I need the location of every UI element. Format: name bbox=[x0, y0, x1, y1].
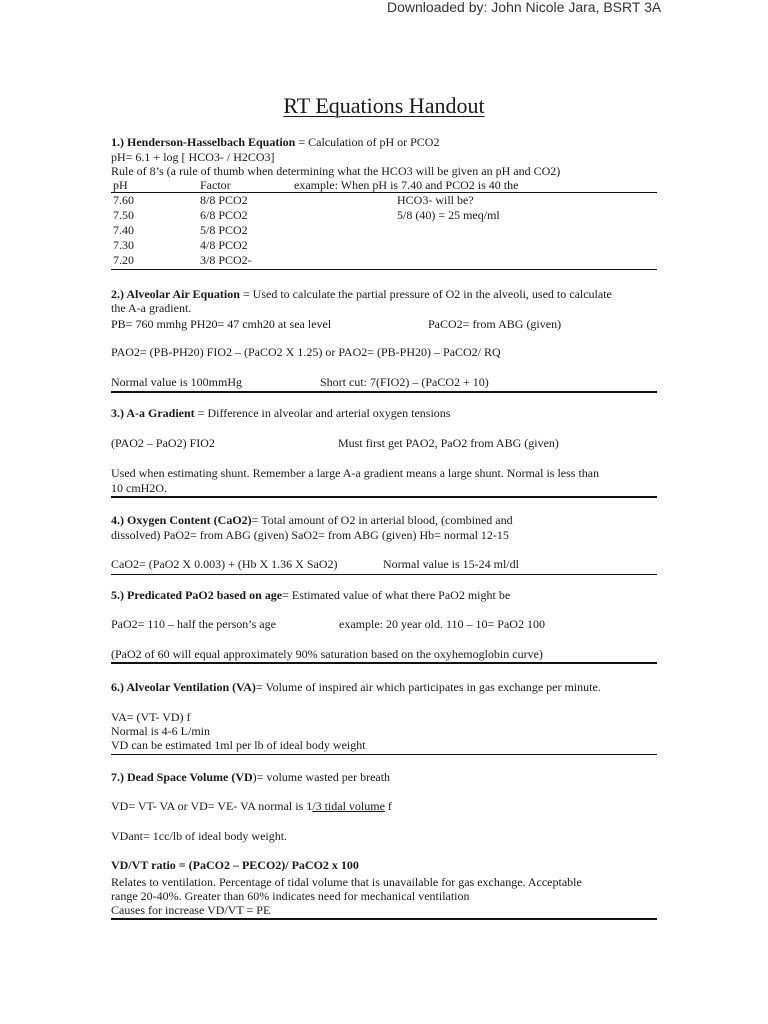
a-a-note: Must first get PAO2, PaO2 from ABG (given) bbox=[338, 436, 559, 450]
table-row-ph: 7.50 bbox=[113, 208, 134, 222]
vd-vt-causes: Causes for increase VD/VT = PE bbox=[111, 903, 271, 917]
pb-line: PB= 760 mmhg PH20= 47 cmh20 at sea level bbox=[111, 317, 332, 331]
table-row-ph: 7.30 bbox=[113, 238, 134, 252]
shunt-note-cont: 10 cmH2O. bbox=[111, 481, 167, 495]
vd-vt-desc: Relates to ventilation. Percentage of tidal volume that is unavailable for gas exchange. Acceptable bbox=[111, 875, 582, 889]
section-divider bbox=[111, 918, 657, 920]
cao2-formula: CaO2= (PaO2 X 0.003) + (Hb X 1.36 X SaO2) bbox=[111, 557, 338, 571]
section-2-heading: 2.) Alveolar Air Equation = Used to calculate the partial pressure of O2 in the alveoli, used to calculate bbox=[111, 287, 612, 301]
section-7-heading: 7.) Dead Space Volume (VD)= volume wasted per breath bbox=[111, 770, 391, 784]
section-divider bbox=[111, 574, 657, 575]
va-normal: Normal is 4-6 L/min bbox=[111, 724, 210, 738]
section-divider bbox=[111, 662, 657, 664]
shortcut-formula: Short cut: 7(FIO2) – (PaCO2 + 10) bbox=[320, 375, 489, 389]
vdant-line: VDant= 1cc/lb of ideal body weight. bbox=[111, 829, 288, 843]
table-row-factor: 6/8 PCO2 bbox=[200, 208, 248, 222]
vd-formula: VD= VT- VA or VD= VE- VA normal is 1/3 tidal volume f bbox=[111, 799, 392, 813]
section-divider bbox=[111, 754, 657, 755]
table-row-ph: 7.20 bbox=[113, 253, 134, 267]
section-2-desc: the A-a gradient. bbox=[111, 301, 192, 315]
cao2-normal: Normal value is 15-24 ml/dl bbox=[383, 557, 519, 571]
section-1-heading: 1.) Henderson-Hasselbach Equation = Calculation of pH or PCO2 bbox=[111, 135, 440, 149]
paco2-note: PaCO2= from ABG (given) bbox=[428, 317, 562, 331]
pao2-age-formula: PaO2= 110 – half the person’s age bbox=[111, 617, 276, 631]
vd-estimate: VD can be estimated 1ml per lb of ideal body weight bbox=[111, 738, 366, 752]
section-3-heading: 3.) A-a Gradient = Difference in alveolar and arterial oxygen tensions bbox=[111, 406, 451, 420]
pao2-formula: PAO2= (PB-PH20) FIO2 – (PaCO2 X 1.25) or PAO2= (PB-PH20) – PaCO2/ RQ bbox=[111, 345, 501, 359]
table-row-factor: 8/8 PCO2 bbox=[200, 193, 248, 207]
table-row-ph: 7.60 bbox=[113, 193, 134, 207]
example-line-3: 5/8 (40) = 25 meq/ml bbox=[397, 208, 500, 222]
table-row-factor: 5/8 PCO2 bbox=[200, 223, 248, 237]
normal-value: Normal value is 100mmHg bbox=[111, 375, 242, 389]
section-4-heading: 4.) Oxygen Content (CaO2)= Total amount of O2 in arterial blood, (combined and bbox=[111, 513, 513, 527]
table-header-rule bbox=[111, 192, 657, 193]
table-row-ph: 7.40 bbox=[113, 223, 134, 237]
pao2-age-example: example: 20 year old. 110 – 10= PaO2 100 bbox=[339, 617, 545, 631]
example-line-2: HCO3- will be? bbox=[397, 193, 474, 207]
section-6-heading: 6.) Alveolar Ventilation (VA)= Volume of inspired air which participates in gas exchange per minute. bbox=[111, 680, 601, 694]
vd-vt-ratio: VD/VT ratio = (PaCO2 – PECO2)/ PaCO2 x 100 bbox=[111, 858, 359, 872]
column-factor-header: Factor bbox=[200, 178, 231, 192]
download-watermark: Downloaded by: John Nicole Jara, BSRT 3A bbox=[387, 0, 662, 15]
table-row-factor: 3/8 PCO2- bbox=[200, 253, 252, 267]
section-4-desc: dissolved) PaO2= from ABG (given) SaO2= from ABG (given) Hb= normal 12-15 bbox=[111, 528, 509, 542]
section-divider bbox=[111, 496, 657, 498]
section-1-rule: Rule of 8’s (a rule of thumb when determining what the HCO3 will be given an pH and CO2) bbox=[111, 164, 561, 178]
saturation-note: (PaO2 of 60 will equal approximately 90% saturation based on the oxyhemoglobin curve) bbox=[111, 647, 543, 661]
example-line-1: example: When pH is 7.40 and PCO2 is 40 the bbox=[294, 178, 519, 192]
vd-vt-desc-cont: range 20-40%. Greater than 60% indicates need for mechanical ventilation bbox=[111, 889, 470, 903]
page-title: RT Equations Handout bbox=[283, 93, 485, 118]
column-ph-header: pH bbox=[113, 178, 128, 192]
section-divider bbox=[111, 391, 657, 393]
section-1-formula: pH= 6.1 + log [ HCO3- / H2CO3] bbox=[111, 150, 275, 164]
shunt-note: Used when estimating shunt. Remember a large A-a gradient means a large shunt. Normal is less than bbox=[111, 466, 600, 480]
table-row-factor: 4/8 PCO2 bbox=[200, 238, 248, 252]
va-formula: VA= (VT- VD) f bbox=[111, 710, 191, 724]
a-a-formula: (PAO2 – PaO2) FIO2 bbox=[111, 436, 215, 450]
section-divider bbox=[111, 269, 657, 270]
section-5-heading: 5.) Predicated PaO2 based on age= Estimated value of what there PaO2 might be bbox=[111, 588, 511, 602]
